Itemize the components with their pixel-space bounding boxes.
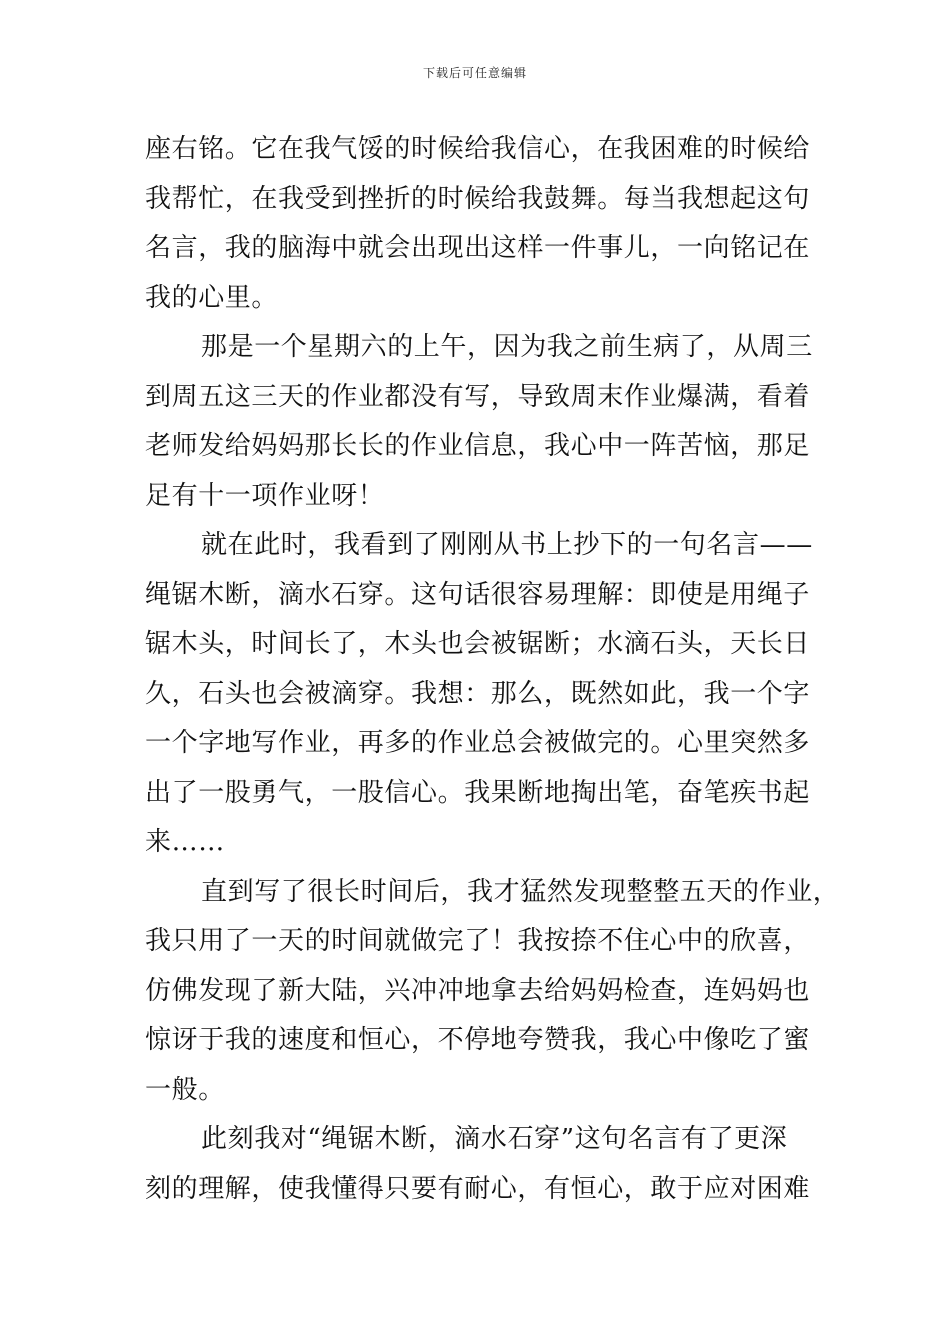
text-line: 锯木头，时间长了，木头也会被锯断；水滴石头，天长日: [145, 629, 811, 659]
text-line: 此刻我对“绳锯木断，滴水石穿”这句名言有了更深: [201, 1124, 788, 1154]
text-line: 久，石头也会被滴穿。我想：那么，既然如此，我一个字: [145, 678, 811, 709]
text-line: 足有十一项作业呀！: [145, 480, 385, 511]
text-line: 一个字地写作业，再多的作业总会被做完的。心里突然多: [145, 728, 811, 758]
text-line: 我帮忙，在我受到挫折的时候给我鼓舞。每当我想起这句: [145, 183, 811, 214]
text-line: 出了一股勇气，一股信心。我果断地掏出笔，奋笔疾书起: [145, 777, 811, 808]
text-line: 惊讶于我的速度和恒心，不停地夸赞我，我心中像吃了蜜: [145, 1025, 811, 1055]
text-line: 老师发给妈妈那长长的作业信息，我心中一阵苦恼，那足: [145, 431, 811, 461]
text-line: 仿佛发现了新大陆，兴冲冲地拿去给妈妈检查，连妈妈也: [145, 975, 811, 1006]
text-line: 名言，我的脑海中就会出现出这样一件事儿，一向铭记在: [145, 233, 811, 263]
text-line: 到周五这三天的作业都没有写，导致周末作业爆满，看着: [145, 381, 811, 412]
page-header: 下载后可任意编辑: [422, 66, 527, 80]
paragraph-3: [145, 521, 813, 868]
text-line: 直到写了很长时间后，我才猛然发现整整五天的作业，: [201, 876, 840, 907]
text-line: 一般。: [145, 1074, 225, 1105]
paragraph-1: [145, 125, 810, 323]
text-line: 就在此时，我看到了刚刚从书上抄下的一句名言——: [201, 530, 813, 560]
text-line: 我的心里。: [145, 282, 279, 313]
document-body: [145, 125, 840, 1214]
text-line: 座右铭。它在我气馁的时候给我信心，在我困难的时候给: [145, 134, 811, 164]
text-line: 我只用了一天的时间就做完了！我按捺不住心中的欣喜，: [145, 926, 811, 956]
text-line: 那是一个星期六的上午，因为我之前生病了，从周三: [201, 332, 813, 362]
paragraph-2: [145, 323, 813, 521]
text-line: 绳锯木断，滴水石穿。这句话很容易理解：即使是用绳子: [145, 579, 811, 610]
text-line: 刻的理解，使我懂得只要有耐心，有恒心，敢于应对困难: [145, 1173, 811, 1204]
text-line: 来……: [145, 827, 225, 857]
paragraph-4: [145, 868, 840, 1116]
paragraph-5: [145, 1115, 810, 1214]
